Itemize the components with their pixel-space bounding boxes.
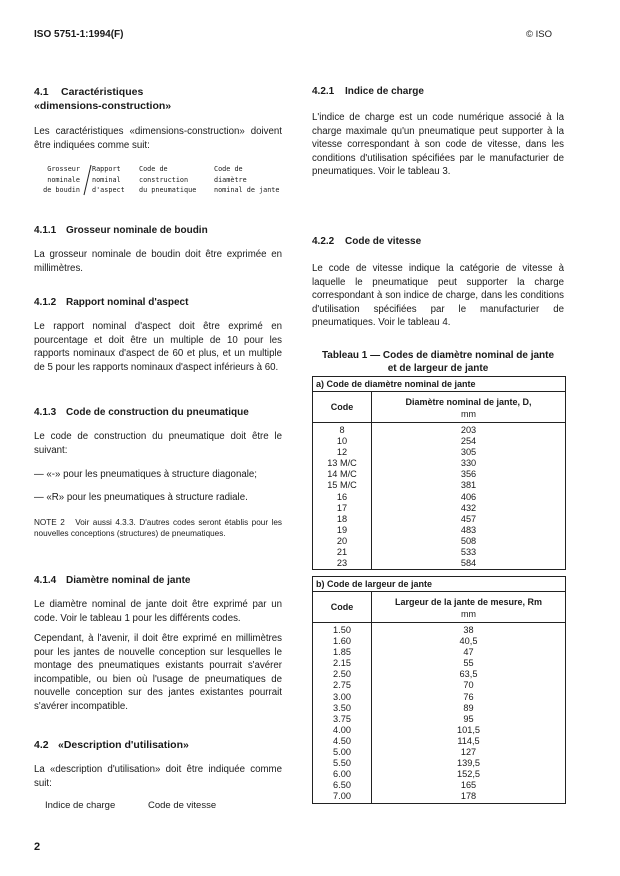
- table-1b-code-cell: 1.50: [333, 625, 351, 635]
- diagram-col-aspect-ratio: Rapport nominal d'aspect: [92, 165, 125, 194]
- section-4-1-1-title: Grosseur nominale de boudin: [66, 225, 208, 236]
- section-4-1-4-paragraph-1: Le diamètre nominal de jante doit être exprimé par un code. Voir le tableau 1 pour les différents codes.: [34, 599, 282, 624]
- table-1b-values: [372, 623, 565, 803]
- diagram-col-section-width: Grosseur nominale de boudin: [43, 165, 80, 194]
- table-1a-col-value: Diamètre nominal de jante, D, mm: [405, 397, 532, 419]
- section-4-1-title-line1: Caractéristiques: [61, 86, 144, 98]
- table-1a-subtitle: a) Code de diamètre nominal de jante: [313, 377, 565, 392]
- table-1b-value-cell: 152,5: [457, 769, 480, 780]
- table-1b-code-cell: 7.00: [333, 791, 351, 802]
- table-1b: [312, 576, 566, 804]
- table-1-title: Tableau 1 — Codes de diamètre nominal de jante et de largeur de jante: [321, 350, 555, 374]
- page-number: 2: [34, 841, 41, 853]
- table-1b-code-cell: 2.50: [333, 669, 351, 680]
- note-2-text: Voir aussi 4.3.3. D'autres codes seront établis pour les nouvelles conceptions (structures) de pneumatiques.: [34, 518, 282, 538]
- section-4-1-3-paragraph: Le code de construction du pneumatique doit être le suivant:: [34, 431, 282, 456]
- section-4-2-number: 4.2: [34, 739, 49, 751]
- table-1a-value-cell: 432: [460, 502, 477, 513]
- table-1a-code-cell: 18: [336, 513, 348, 524]
- table-1a-value-cell: 254: [460, 436, 477, 447]
- table-1b-code-cell: 4.50: [333, 735, 351, 746]
- table-1b-value-cell: 63,5: [459, 669, 478, 680]
- section-4-2-1-title: Indice de charge: [345, 86, 424, 97]
- section-4-1-1-paragraph: La grosseur nominale de boudin doit être exprimée en millimètres.: [34, 249, 282, 274]
- note-2: [34, 517, 282, 539]
- table-1b-code-cell: 5.00: [333, 747, 351, 758]
- table-1a-value-cell: 533: [460, 547, 477, 558]
- header-copyright: © ISO: [526, 29, 553, 40]
- section-4-1-2-title: Rapport nominal d'aspect: [66, 297, 189, 308]
- section-4-1-1-number: 4.1.1: [34, 225, 57, 236]
- table-1a-code-cell: 8: [339, 425, 345, 435]
- table-1b-header: [313, 592, 565, 623]
- table-1a-value-cell: 584: [460, 558, 477, 569]
- table-1a-codes: [313, 423, 372, 569]
- section-4-1-2-paragraph: Le rapport nominal d'aspect doit être exprimé en pourcentage et doit être un multiple de 10 pour les rapports nominaux d'aspect de 60 et plus, et un multiple de 5 pour les rapports nominaux d'aspect inférieurs à 60.: [34, 321, 282, 373]
- table-1a-value-cell: 381: [460, 480, 477, 491]
- diagram-col-rim-diameter: Code de diamètre nominal de jante: [214, 165, 280, 194]
- table-1b-code-cell: 6.50: [333, 780, 351, 791]
- section-4-1-number: 4.1: [34, 86, 49, 98]
- table-1b-col-value: Largeur de la jante de mesure, Rm mm: [394, 597, 543, 619]
- table-1b-value-cell: 38: [463, 625, 474, 635]
- diagram-col-construction: Code de construction du pneumatique: [139, 165, 197, 194]
- table-1a-col-code: Code: [313, 392, 372, 422]
- table-1b-value-cell: 95: [463, 713, 474, 724]
- section-4-2-1-number: 4.2.1: [312, 86, 335, 97]
- section-4-1-4-title: Diamètre nominal de jante: [66, 575, 191, 586]
- table-1a-code-cell: 13 M/C: [327, 458, 357, 469]
- table-1a-value-cell: 305: [460, 447, 477, 458]
- table-1b-value-cell: 47: [463, 647, 474, 658]
- table-1b-value-cell: 101,5: [457, 724, 480, 735]
- table-1b-value-cell: 89: [463, 702, 474, 713]
- usage-item-speed-code: Code de vitesse: [148, 800, 217, 811]
- table-1b-code-cell: 2.15: [333, 658, 351, 669]
- section-4-2-2-title: Code de vitesse: [345, 236, 422, 247]
- table-1a-value-cell: 203: [460, 425, 477, 435]
- table-1b-value-cell: 55: [463, 658, 474, 669]
- table-1a-value-cell: 330: [460, 458, 477, 469]
- table-1a-code-cell: 19: [336, 524, 348, 535]
- table-1b-value-cell: 40,5: [459, 636, 478, 647]
- diagram-slash: [82, 164, 92, 196]
- table-1a-value-cell: 457: [460, 513, 477, 524]
- table-1a-value-cell: 356: [460, 469, 477, 480]
- table-1b-body: [313, 623, 565, 803]
- dimension-diagram: [34, 164, 282, 198]
- table-1a-value-cell: 406: [460, 491, 477, 502]
- table-1a-values: [372, 423, 565, 569]
- table-1b-value-cell: 114,5: [457, 735, 480, 746]
- table-1b-code-cell: 3.50: [333, 702, 351, 713]
- section-4-1-4-number: 4.1.4: [34, 575, 57, 586]
- table-1b-code-cell: 3.75: [333, 713, 351, 724]
- section-4-1-2-number: 4.1.2: [34, 297, 57, 308]
- table-1b-code-cell: 1.60: [333, 636, 351, 647]
- section-4-1-3-number: 4.1.3: [34, 407, 57, 418]
- table-1b-codes: [313, 623, 372, 803]
- table-1b-value-cell: 139,5: [457, 758, 480, 769]
- section-4-1-paragraph: Les caractéristiques «dimensions-construction» doivent être indiquées comme suit:: [34, 126, 282, 151]
- table-1a-code-cell: 16: [336, 491, 348, 502]
- table-1b-value-cell: 70: [463, 680, 474, 691]
- table-1a-code-cell: 12: [336, 447, 348, 458]
- table-1b-code-cell: 1.85: [333, 647, 351, 658]
- table-1a-code-cell: 14 M/C: [327, 469, 357, 480]
- section-4-2-2-number: 4.2.2: [312, 236, 335, 247]
- table-1a-code-cell: 15 M/C: [327, 480, 357, 491]
- section-4-1-title-line2: «dimensions-construction»: [34, 100, 172, 112]
- note-2-label: NOTE 2: [34, 518, 65, 527]
- table-1a-code-cell: 20: [336, 535, 348, 546]
- table-1a-code-cell: 17: [336, 502, 348, 513]
- table-1b-code-cell: 6.00: [333, 769, 351, 780]
- table-1b-code-cell: 3.00: [333, 691, 351, 702]
- section-4-2-2-paragraph: Le code de vitesse indique la catégorie de vitesse à laquelle le pneumatique peut supporter la charge correspondant à son indice de charge, dans les conditions d'utilisation spécifiées par le manufacturier de pneumatiques. Voir le tableau 4.: [312, 263, 564, 329]
- section-4-2-title: «Description d'utilisation»: [58, 739, 189, 751]
- table-1a-value-cell: 508: [460, 535, 477, 546]
- construction-item-diagonal: — «-» pour les pneumatiques à structure diagonale;: [34, 469, 257, 480]
- table-1b-subtitle: b) Code de largeur de jante: [313, 576, 565, 592]
- section-4-1-3-title: Code de construction du pneumatique: [66, 407, 249, 418]
- table-1a-code-cell: 10: [336, 436, 348, 447]
- section-4-1-4-paragraph-2: Cependant, à l'avenir, il doit être exprimé en millimètres pour les jantes de nouvelle conception sur lesquelles le montage des pneumatiques existants pourrait s'avérer incompatible, ou bien où l'usage de pneumatiques de nouvelle conception sur des jantes existantes pourrait s'avérer incompatible.: [34, 633, 282, 712]
- section-4-2-1-paragraph: L'indice de charge est un code numérique associé à la charge maximale qu'un pneumatique peut supporter à la vitesse correspondant à son code de vitesse, dans les conditions d'utilisation spécifiées par le manufacturier de pneumatiques. Voir le tableau 3.: [312, 112, 564, 178]
- table-1b-value-cell: 178: [460, 791, 477, 802]
- header-standard-id: ISO 5751-1:1994(F): [34, 29, 124, 40]
- table-1b-value-cell: 165: [460, 780, 477, 791]
- table-1a: [312, 376, 566, 570]
- table-1a-header: [313, 392, 565, 423]
- section-4-2-paragraph: La «description d'utilisation» doit être indiquée comme suit:: [34, 764, 282, 789]
- table-1a-code-cell: 21: [336, 547, 348, 558]
- table-1b-code-cell: 5.50: [333, 758, 351, 769]
- table-1a-body: [313, 423, 565, 569]
- usage-item-load-index: Indice de charge: [45, 800, 116, 811]
- table-1b-code-cell: 2.75: [333, 680, 351, 691]
- table-1b-value-cell: 76: [463, 691, 474, 702]
- table-1a-code-cell: 23: [336, 558, 348, 569]
- table-1a-value-cell: 483: [460, 524, 477, 535]
- table-1b-col-code: Code: [313, 592, 372, 622]
- table-1b-code-cell: 4.00: [333, 724, 351, 735]
- construction-item-radial: — «R» pour les pneumatiques à structure radiale.: [34, 492, 248, 503]
- table-1b-value-cell: 127: [460, 747, 477, 758]
